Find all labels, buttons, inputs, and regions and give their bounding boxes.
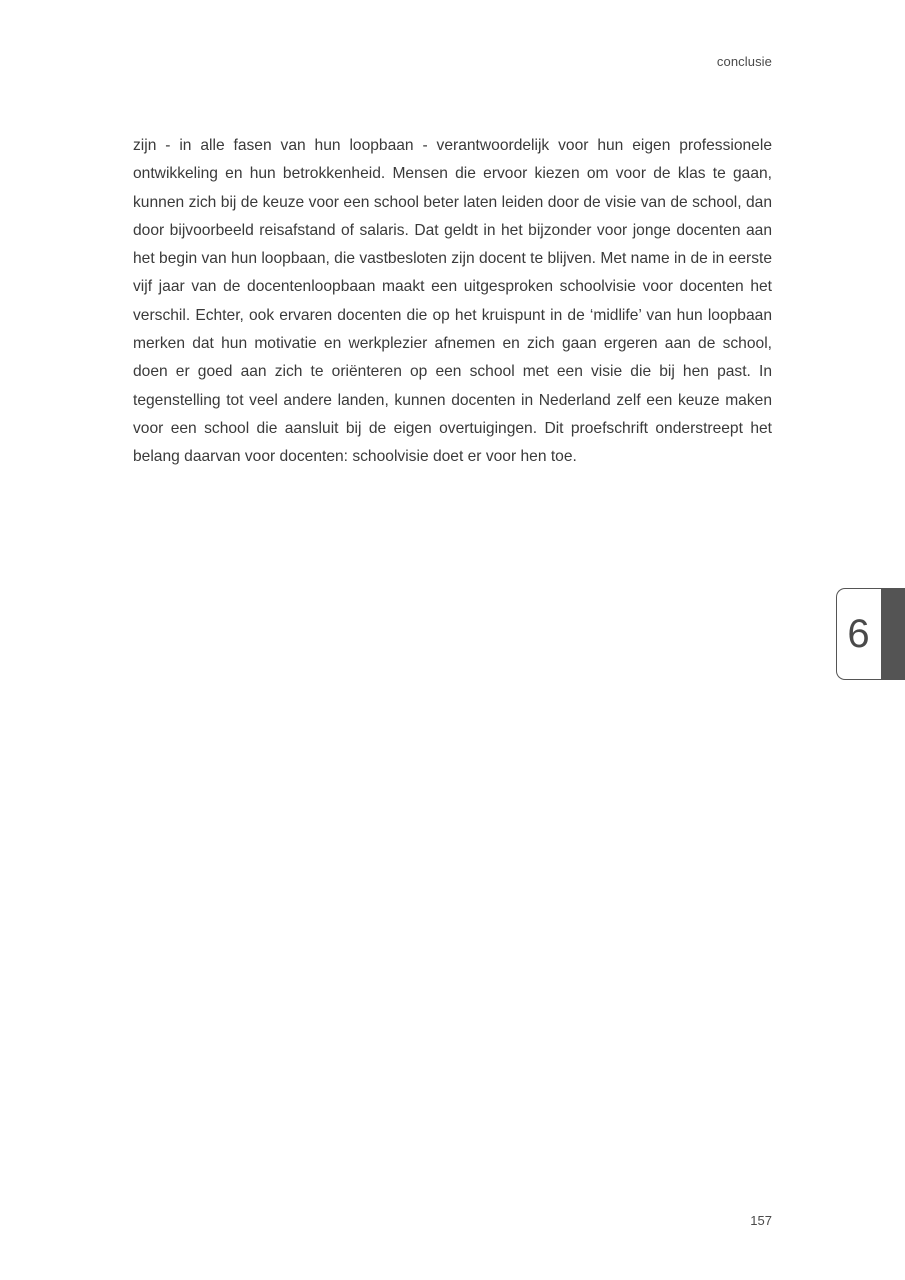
chapter-number: 6 <box>847 612 870 656</box>
chapter-tab-bar <box>881 588 905 680</box>
body-paragraph: zijn - in alle fasen van hun loopbaan - verantwoordelijk voor hun eigen professionele ontwikkeling en hun betrokkenheid. Mensen die ervoor kiezen om voor de klas te gaan, kunnen zich bij de keuze voor een school beter laten leiden door de visie van de school, dan door bijvoorbeeld reisafstand of salaris. Dat geldt in het bijzonder voor jonge docenten aan het begin van hun loopbaan, die vastbesloten zijn docent te blijven. Met name in de in eerste vijf jaar van de docentenloopbaan maakt een uitgesproken schoolvisie voor docenten het verschil. Echter, ook ervaren docenten die op het kruispunt in de ‘midlife’ van hun loopbaan merken dat hun motivatie en werkplezier afnemen en zich gaan ergeren aan de school, doen er goed aan zich te oriënteren op een school met een visie die bij hen past. In tegenstelling tot veel andere landen, kunnen docenten in Nederland zelf een keuze maken voor een school die aansluit bij de eigen overtuigingen. Dit proefschrift onderstreept het belang daarvan voor docenten: schoolvisie doet er voor hen toe. <box>133 137 772 466</box>
chapter-tab <box>836 588 905 680</box>
running-header: conclusie <box>716 54 772 69</box>
page-number: 157 <box>750 1213 772 1228</box>
